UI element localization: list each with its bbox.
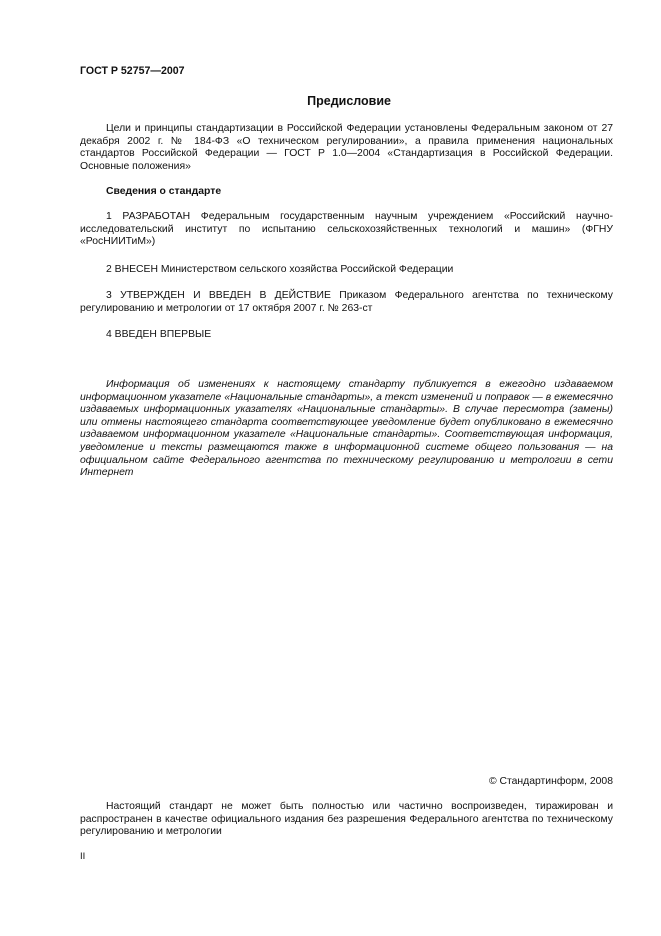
info-item-4: 4 ВВЕДЕН ВПЕРВЫЕ: [106, 329, 212, 340]
info-item-1: 1 РАЗРАБОТАН Федеральным государственным научным учреждением «Российский научно-исследовательский институт по испытанию сельскохозяйственных технологий и машин» (ФГНУ «РосНИИТиМ»): [80, 211, 613, 248]
info-item-2: 2 ВНЕСЕН Министерством сельского хозяйства Российской Федерации: [106, 264, 454, 275]
intro-paragraph: Цели и принципы стандартизации в Российской Федерации установлены Федеральным законом от 27 декабря 2002 г. № 184-ФЗ «О техническом регулировании», а правила применения национальных стандартов Российской Федерации — ГОСТ Р 1.0—2004 «Стандартизация в Российской Федерации. Основные положения»: [80, 123, 613, 172]
changes-notice: Информация об изменениях к настоящему стандарту публикуется в ежегодно издаваемом информационном указателе «Национальные стандарты», а текст изменений и поправок — в ежемесячно издаваемых информационных указателях «Национальные стандарты». В случае пересмотра (замены) или отмены настоящего стандарта соответствующее уведомление будет опубликовано в ежемесячно издаваемом информационном указателе «Национальные стандарты». Соответствующая информация, уведомление и тексты размещаются также в информационной системе общего пользования — на официальном сайте Федерального агентства по техническому регулированию и метрологии в сети Интернет: [80, 379, 613, 479]
copyright-line: © Стандартинформ, 2008: [488, 776, 613, 787]
page-number: II: [80, 851, 86, 862]
reproduction-notice: Настоящий стандарт не может быть полностью или частично воспроизведен, тиражирован и распространен в качестве официального издания без разрешения Федерального агентства по техническому регулированию и метрологии: [80, 801, 613, 838]
document-code: ГОСТ Р 52757—2007: [80, 65, 185, 77]
info-item-3: 3 УТВЕРЖДЕН И ВВЕДЕН В ДЕЙСТВИЕ Приказом Федерального агентства по техническому регулированию и метрологии от 17 октября 2007 г. № 263-ст: [80, 290, 613, 314]
section-heading: Сведения о стандарте: [106, 186, 222, 197]
page-title: Предисловие: [307, 94, 391, 108]
